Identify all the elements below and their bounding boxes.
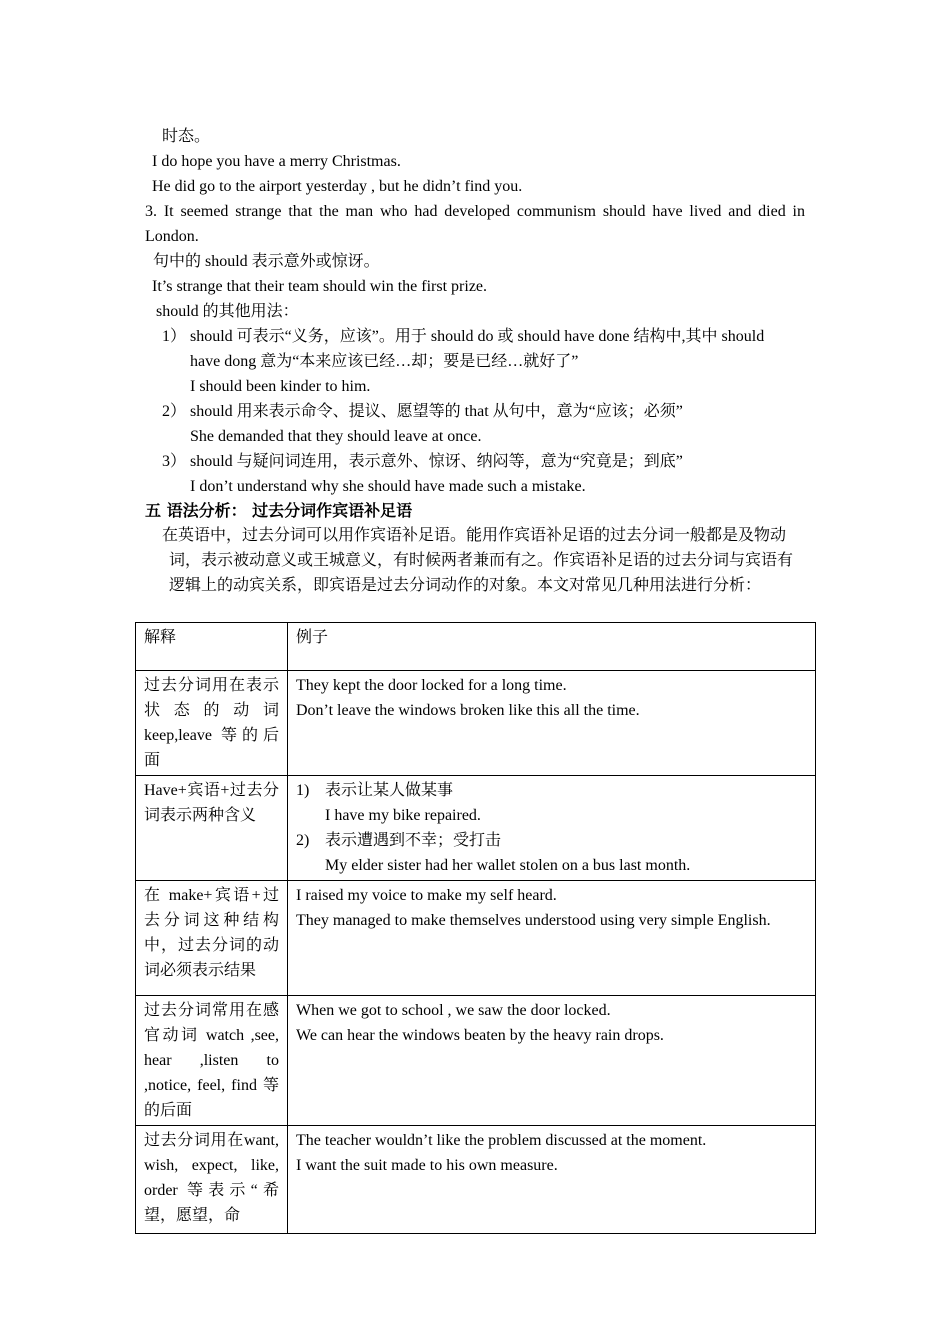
example-cell: [288, 996, 816, 1126]
header-cell-explanation: 解释: [136, 623, 288, 671]
example-sentence: I should been kinder to him.: [190, 378, 371, 395]
table-row: [136, 776, 816, 881]
list-number: 2）: [162, 403, 187, 420]
list-item-label: 表示遭遇到不幸；受打击: [325, 832, 502, 849]
example-sentence: I don’t understand why she should have made such a mistake.: [190, 478, 586, 495]
table-row: [136, 881, 816, 996]
table-header-row: [136, 623, 816, 671]
example-cell: [288, 671, 816, 776]
text-line: London.: [145, 228, 199, 245]
list-item: [296, 778, 807, 803]
explanation-cell: 过去分词常用在感官动词 watch ,see, hear ,listen to ,notice, feel, find 等的后面: [136, 996, 288, 1126]
list-item-text: should 用来表示命令、提议、愿望等的 that 从句中，意为“应该；必须”: [190, 403, 683, 420]
section-heading: 五 语法分析： 过去分词作宾语补足语: [145, 501, 413, 520]
list-item-label: 表示让某人做某事: [325, 782, 454, 799]
explanation-cell: 过去分词用在表示状态的动词 keep,leave 等的后面: [136, 671, 288, 776]
explanation-cell: 在 make+宾语+过去分词这种结构中，过去分词的动词必须表示结果: [136, 881, 288, 996]
table-row: [136, 996, 816, 1126]
example-cell: [288, 776, 816, 881]
example-cell: [288, 1126, 816, 1234]
list-item-text: should 与疑问词连用，表示意外、惊讶、纳闷等，意为“究竟是；到底”: [190, 453, 683, 470]
explanation-cell: 过去分词用在want, wish, expect, like, order 等表示“希望，愿望，命: [136, 1126, 288, 1234]
example-sentence: He did go to the airport yesterday , but he didn’t find you.: [152, 178, 523, 195]
example-sentence: My elder sister had her wallet stolen on a bus last month.: [325, 857, 691, 874]
table-row: [136, 671, 816, 776]
table-row: [136, 1126, 816, 1234]
list-number: 1）: [162, 328, 187, 345]
grammar-table: [135, 622, 816, 1234]
text-line: 时态。: [162, 128, 211, 145]
list-item: [296, 828, 807, 853]
paragraph-line: 逻辑上的动宾关系，即宾语是过去分词动作的对象。本文对常见几种用法进行分析：: [169, 577, 762, 594]
example-sentence: I have my bike repaired.: [325, 807, 481, 824]
example-sentence: The teacher wouldn’t like the problem discussed at the moment.: [296, 1132, 707, 1149]
header-cell-example: 例子: [288, 623, 816, 671]
numbered-paragraph: 3. It seemed strange that the man who had developed communism should have lived and died in: [145, 203, 805, 220]
example-sentence: When we got to school , we saw the door locked.: [296, 1002, 611, 1019]
example-sentence: They managed to make themselves understood using very simple English.: [296, 912, 771, 929]
example-sentence: I do hope you have a merry Christmas.: [152, 153, 401, 170]
example-cell: [288, 881, 816, 996]
list-number: 2): [296, 832, 310, 849]
explanation-cell: Have+宾语+过去分词表示两种含义: [136, 776, 288, 881]
example-sentence: They kept the door locked for a long time.: [296, 677, 567, 694]
example-sentence: It’s strange that their team should win the first prize.: [152, 278, 488, 295]
list-number: 3）: [162, 453, 187, 470]
text-line: 句中的 should 表示意外或惊讶。: [153, 253, 380, 270]
example-sentence: We can hear the windows beaten by the heavy rain drops.: [296, 1027, 664, 1044]
list-number: 1): [296, 782, 310, 799]
list-item-text: have dong 意为“本来应该已经…却；要是已经…就好了”: [190, 353, 579, 370]
list-item-text: should 可表示“义务，应该”。用于 should do 或 should have done 结构中,其中 should: [190, 328, 765, 345]
example-sentence: Don’t leave the windows broken like this all the time.: [296, 702, 640, 719]
example-sentence: I raised my voice to make my self heard.: [296, 887, 557, 904]
paragraph-line: 在英语中，过去分词可以用作宾语补足语。能用作宾语补足语的过去分词一般都是及物动: [162, 527, 787, 544]
example-sentence: I want the suit made to his own measure.: [296, 1157, 558, 1174]
paragraph-line: 词，表示被动意义或王城意义，有时候两者兼而有之。作宾语补足语的过去分词与宾语有: [169, 552, 794, 569]
subheading: should 的其他用法：: [156, 303, 299, 320]
example-sentence: She demanded that they should leave at once.: [190, 428, 482, 445]
